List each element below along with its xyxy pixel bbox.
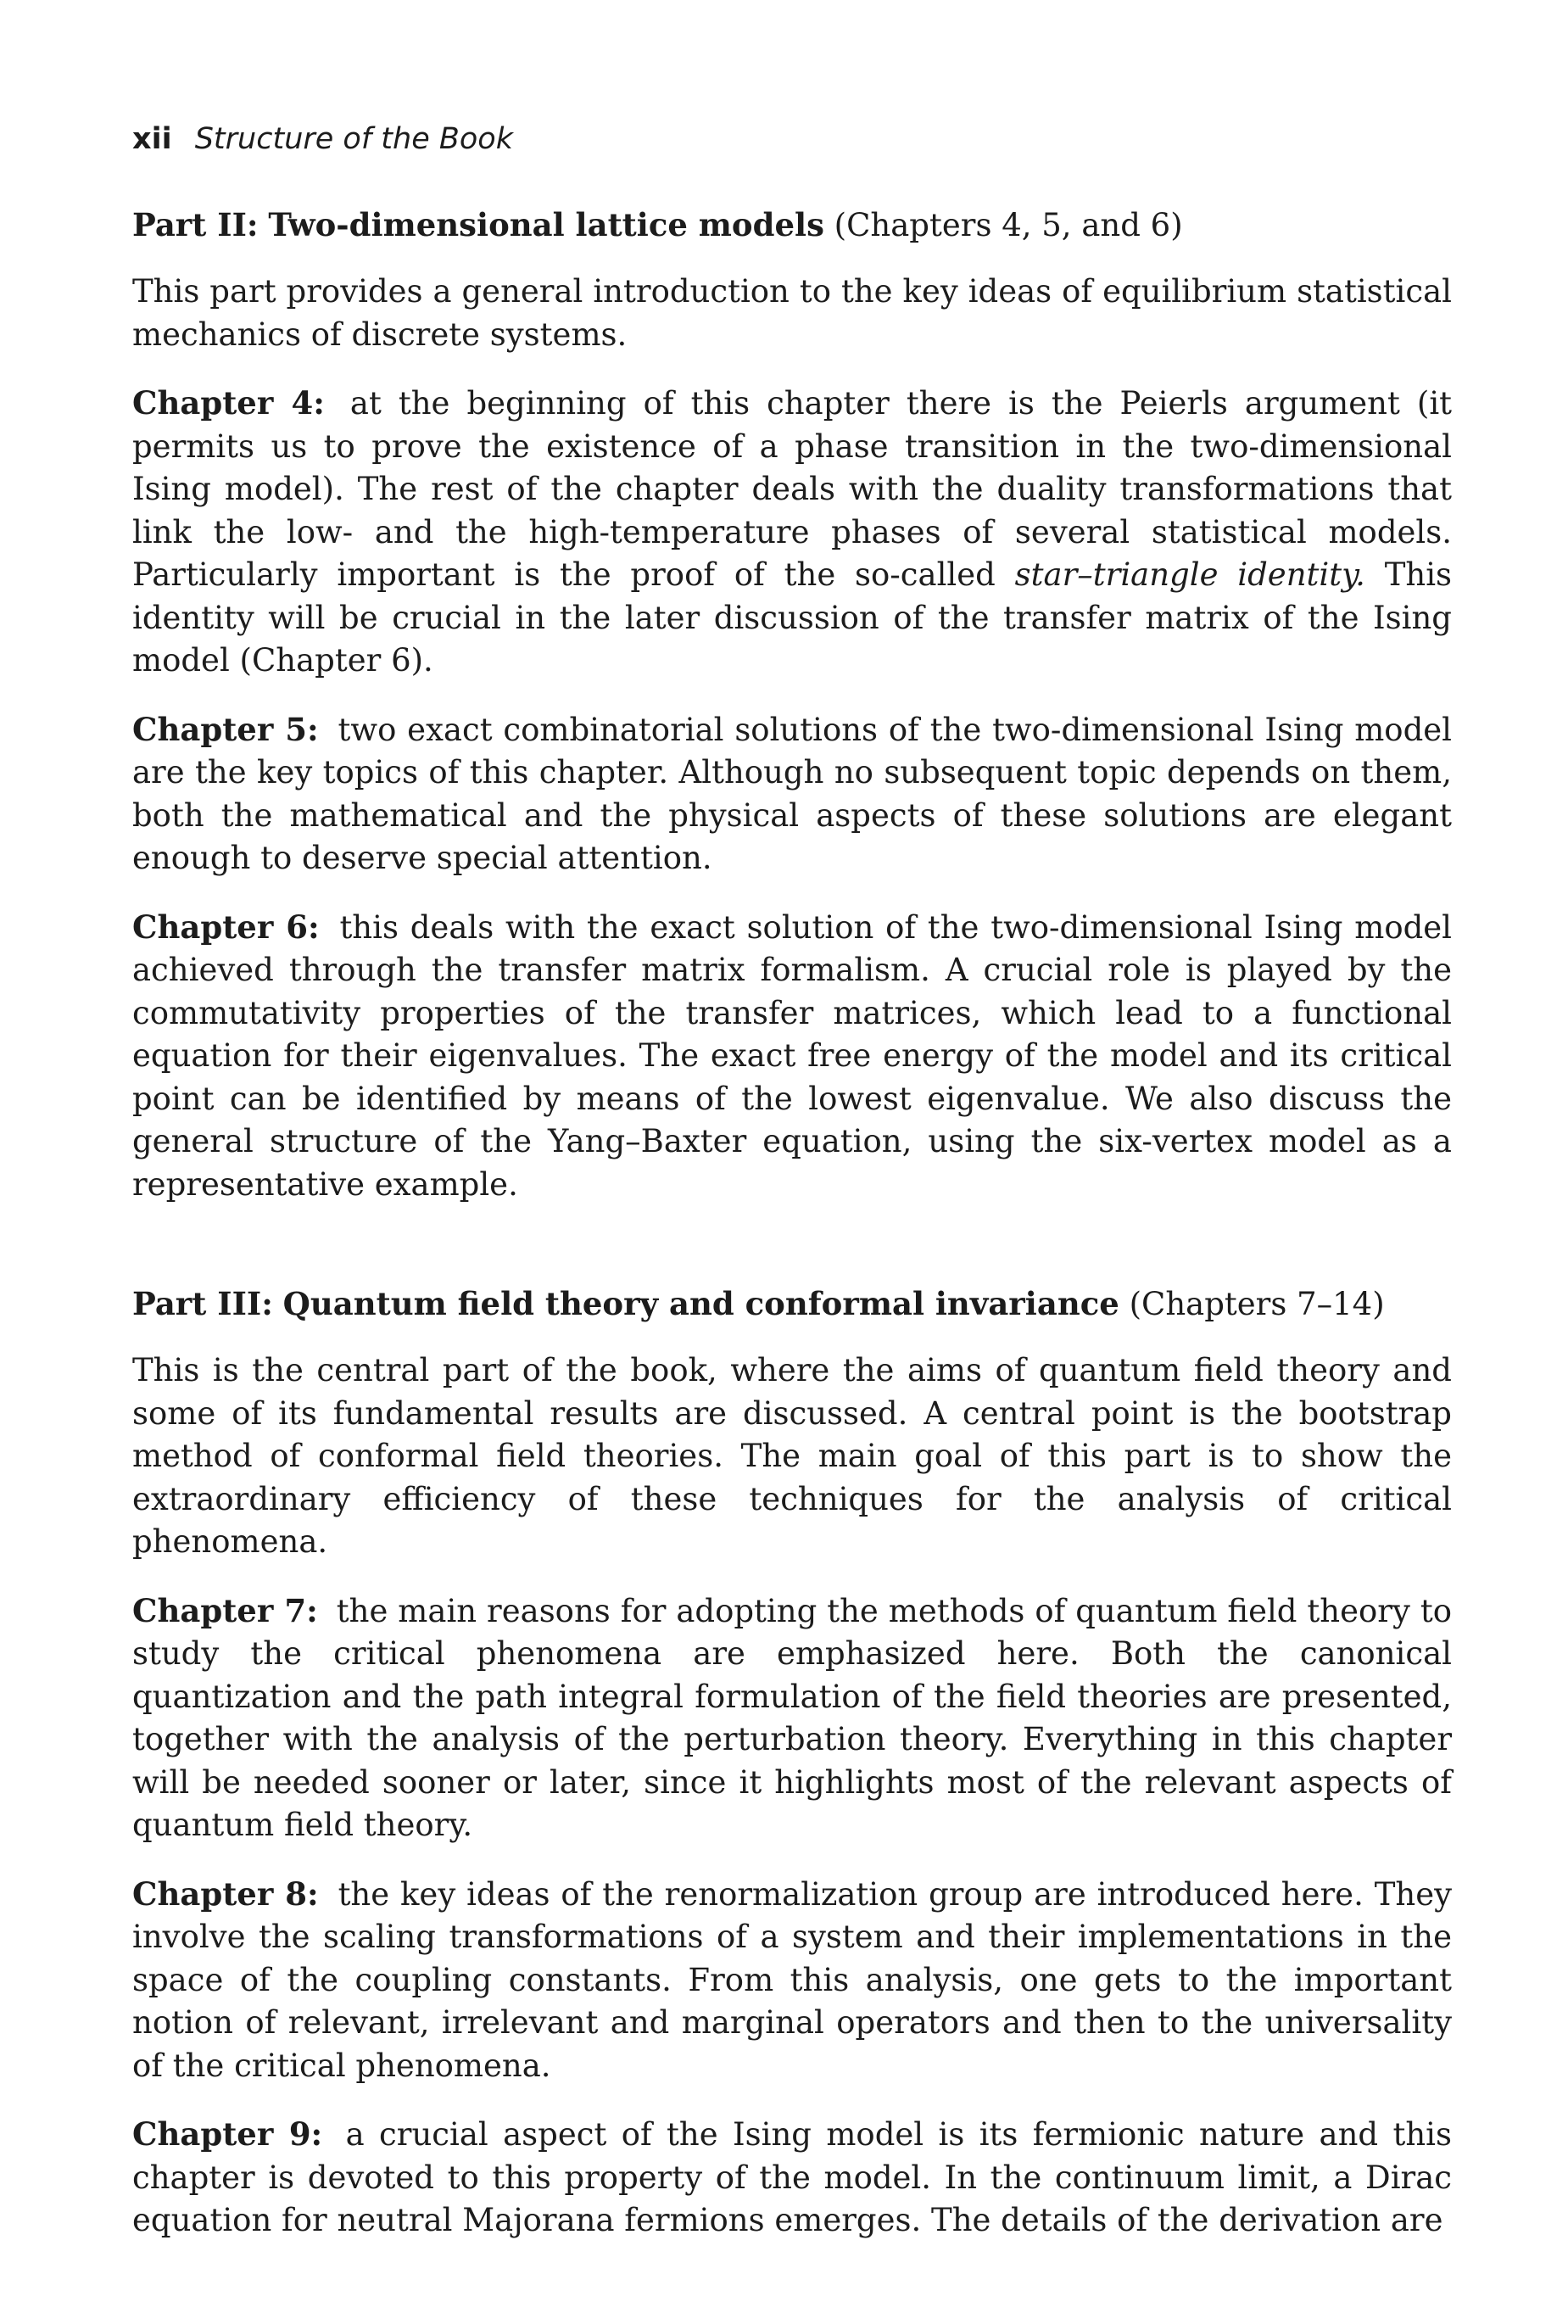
chapter-7-summary (132, 1589, 1452, 1847)
chapter-4-emphasis: star–triangle identity. (1014, 556, 1365, 593)
chapter-8-text: the key ideas of the renormalization group are introduced here. They involve the scaling transformations of a system and their implementations in the space of the coupling constants. From this analysis, one gets to the important notion of relevant, irrelevant and marginal operators and then to the universality of the critical phenomena. (132, 1875, 1452, 2084)
chapter-4-text-b: This identity will be crucial in the later discussion of the transfer matrix of the Ising model (Chapter 6). (132, 556, 1453, 679)
chapter-6-summary (132, 906, 1452, 1207)
part-2-chapter-range: (Chapters 4, 5, and 6) (834, 207, 1183, 243)
part-2-intro: This part provides a general introduction to the key ideas of equilibrium statistical mechanics of discrete systems. (132, 273, 1452, 353)
chapter-9-summary (132, 2113, 1452, 2243)
chapter-4-label: Chapter 4: (132, 384, 325, 422)
chapter-9-text: a crucial aspect of the Ising model is its fermionic nature and this chapter is devoted to this property of the model. In the continuum limit, a Dirac equation for neutral Majorana fermions emerges. The details of the derivation are (132, 2116, 1453, 2238)
chapter-8-summary (132, 1873, 1452, 2088)
running-head (132, 120, 1452, 158)
book-page (132, 120, 1452, 2268)
chapter-9-label: Chapter 9: (132, 2115, 323, 2153)
part-2-heading (132, 202, 1452, 249)
part-3-intro: This is the central part of the book, where the aims of quantum field theory and some of its fundamental results are discussed. A central point is the bootstrap method of conformal field theories. The main goal of this part is to show the extraordinary efficiency of these techniques for the analysis of critical phenomena. (132, 1352, 1452, 1560)
part-separator (132, 1232, 1452, 1281)
chapter-4-text-a: at the beginning of this chapter there is the Peierls argument (it permits us to prove the existence of a phase transition in the two-dimensional Ising model). The rest of the chapter deals with the duality transformations that link the low- and the high-temperature phases of several statistical models. Particularly important is the proof of the so-called (132, 385, 1453, 593)
part-2-label: Part II: (132, 206, 259, 243)
chapter-7-text: the main reasons for adopting the methods of quantum field theory to study the critical phenomena are emphasized here. Both the canonical quantization and the path integral formulation of the field theories are presented, together with the analysis of the perturbation theory. Everything in this chapter will be needed sooner or later, since it highlights most of the relevant aspects of quantum field theory. (132, 1592, 1452, 1843)
chapter-6-text: this deals with the exact solution of the two-dimensional Ising model achieved through the transfer matrix formalism. A crucial role is played by the commutativity properties of the transfer matrices, which lead to a functional equation for their eigenvalues. The exact free energy of the model and its critical point can be identified by means of the lowest eigenvalue. We also discuss the general structure of the Yang–Baxter equation, using the six-vertex model as a representative example. (132, 908, 1453, 1203)
chapter-4-summary (132, 382, 1452, 683)
chapter-7-label: Chapter 7: (132, 1591, 318, 1629)
page-number: xii (132, 122, 172, 156)
chapter-5-text: two exact combinatorial solutions of the two-dimensional Ising model are the key topics of this chapter. Although no subsequent topic depends on them, both the mathematical and the physical aspects of these solutions are elegant enough to deserve special attention. (132, 711, 1452, 876)
part-3-label: Part III: (132, 1285, 273, 1322)
part-3-heading (132, 1281, 1452, 1327)
chapter-5-summary (132, 708, 1452, 880)
chapter-5-label: Chapter 5: (132, 710, 319, 748)
part-3-title: Quantum field theory and conformal invariance (282, 1285, 1119, 1322)
chapter-8-label: Chapter 8: (132, 1874, 319, 1913)
running-head-title: Structure of the Book (194, 122, 513, 156)
part-3-chapter-range: (Chapters 7–14) (1129, 1286, 1385, 1322)
chapter-6-label: Chapter 6: (132, 908, 320, 946)
part-2-title: Two-dimensional lattice models (268, 206, 824, 243)
